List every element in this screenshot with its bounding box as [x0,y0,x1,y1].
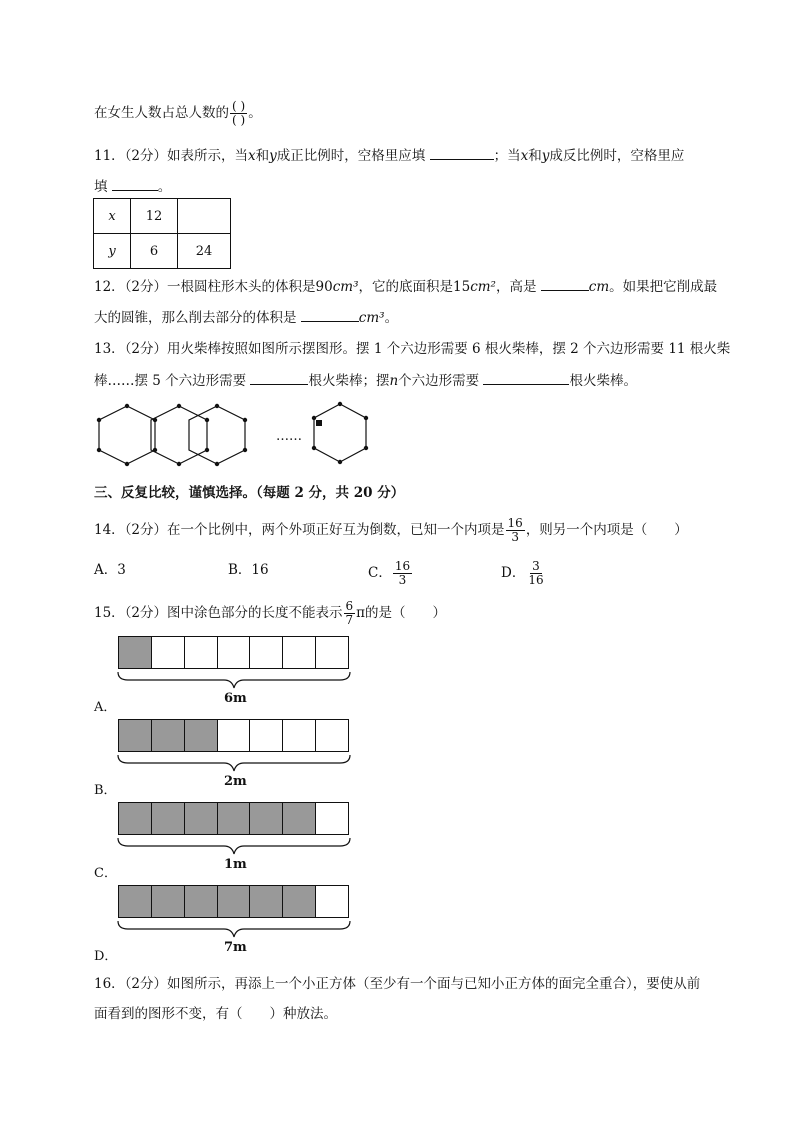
q15-option-label[interactable]: A． [94,700,117,715]
shaded-cell [185,886,218,917]
q14-option-a[interactable]: A．3 [94,562,126,578]
shaded-cell [119,637,152,668]
length-label: 1m [224,857,247,872]
length-label: 2m [224,774,247,789]
prev-question-tail: 在女生人数占总人数的 $\frac{( )}{( )}$ 。 [94,99,262,127]
shaded-cell [185,803,218,834]
shaded-cell [119,803,152,834]
brace-icon [116,836,352,858]
shaded-cell [152,803,185,834]
q14-stem: 14．（2分）在一个比例中，两个外项正好互为倒数，已知一个内项是 $\frac{16}{3}$ ，则另一个内项是（ ） [94,516,688,544]
empty-cell [316,637,348,668]
table-row: y 6 24 [94,234,231,269]
fraction: $\frac{6}{7}$ [345,599,354,627]
q14-option-c[interactable]: C． $\frac{16}{3}$ [368,559,411,587]
empty-cell [218,637,251,668]
brace-icon [116,919,352,941]
segment-bar [118,885,349,918]
q11-line2: 填 。 [94,176,171,197]
ellipsis-text: …… [276,429,302,444]
shaded-cell [283,803,316,834]
shaded-cell [283,886,316,917]
shaded-cell [250,803,283,834]
brace-icon [116,753,352,775]
hexagon [314,404,366,462]
answer-blank[interactable] [483,370,569,385]
xy-table [93,198,231,269]
segment-bar [118,636,349,669]
shaded-cell [185,720,218,751]
empty-cell [185,637,218,668]
q13-line1: 13．（2分）用火柴棒按照如图所示摆图形。摆 1 个六边形需要 6 根火柴棒，摆 2 个六边形需要 11 根火柴 [94,341,731,357]
shaded-cell [119,886,152,917]
section-3-heading: 三、反复比较，谨慎选择。（每题 2 分，共 20 分） [94,485,405,501]
q12-line2: 大的圆锥，那么削去部分的体积是 cm³。 [94,307,398,328]
q13-line2: 棒……摆 5 个六边形需要 根火柴棒；摆n个六边形需要 根火柴棒。 [94,370,637,391]
shaded-cell [218,886,251,917]
empty-cell [250,720,283,751]
q16-line2: 面看到的图形不变，有（ ）种放法。 [94,1006,337,1022]
empty-cell [218,720,251,751]
q15-option-label[interactable]: D． [94,949,118,964]
shaded-cell [152,720,185,751]
shaded-cell [119,720,152,751]
hexagon [99,406,155,464]
shaded-cell [218,803,251,834]
empty-cell [283,720,316,751]
answer-blank[interactable] [112,176,158,191]
segment-bar [118,719,349,752]
length-label: 7m [224,940,247,955]
length-label: 6m [224,691,247,706]
table-row: x 12 [94,199,231,234]
shaded-cell [250,886,283,917]
answer-blank[interactable] [541,276,589,291]
hexagon-matchstick-figure [90,398,380,472]
segment-bar [118,802,349,835]
fraction: $\frac{16}{3}$ [507,516,523,544]
empty-cell [316,720,348,751]
q15-option-label[interactable]: B． [94,783,117,798]
answer-blank[interactable] [301,307,359,322]
q15-stem: 15．（2分）图中涂色部分的长度不能表示 $\frac{6}{7}$ π的是（ ） [94,599,447,627]
empty-cell [316,803,348,834]
q11-line1: 11．（2分）如表所示，当x和y成正比例时，空格里应填 ；当x和y成反比例时，空格里应 [94,145,684,166]
shaded-cell [152,886,185,917]
answer-blank[interactable] [250,370,308,385]
q15-option-label[interactable]: C． [94,866,117,881]
brace-icon [116,670,352,692]
q14-option-b[interactable]: B．16 [228,562,269,578]
q16-line1: 16．（2分）如图所示，再添上一个小正方体（至少有一个面与已知小正方体的面完全重合），要使从前 [94,976,701,992]
empty-cell [316,886,348,917]
empty-cell [152,637,185,668]
answer-blank[interactable] [430,145,494,160]
fraction-blank: $\frac{( )}{( )}$ [232,99,246,127]
empty-cell [250,637,283,668]
q12-line1: 12．（2分）一根圆柱形木头的体积是90cm³，它的底面积是15cm²，高是 cm。如果把它削成最 [94,276,717,297]
q14-option-d[interactable]: D． $\frac{3}{16}$ [501,559,544,587]
empty-cell [283,637,316,668]
